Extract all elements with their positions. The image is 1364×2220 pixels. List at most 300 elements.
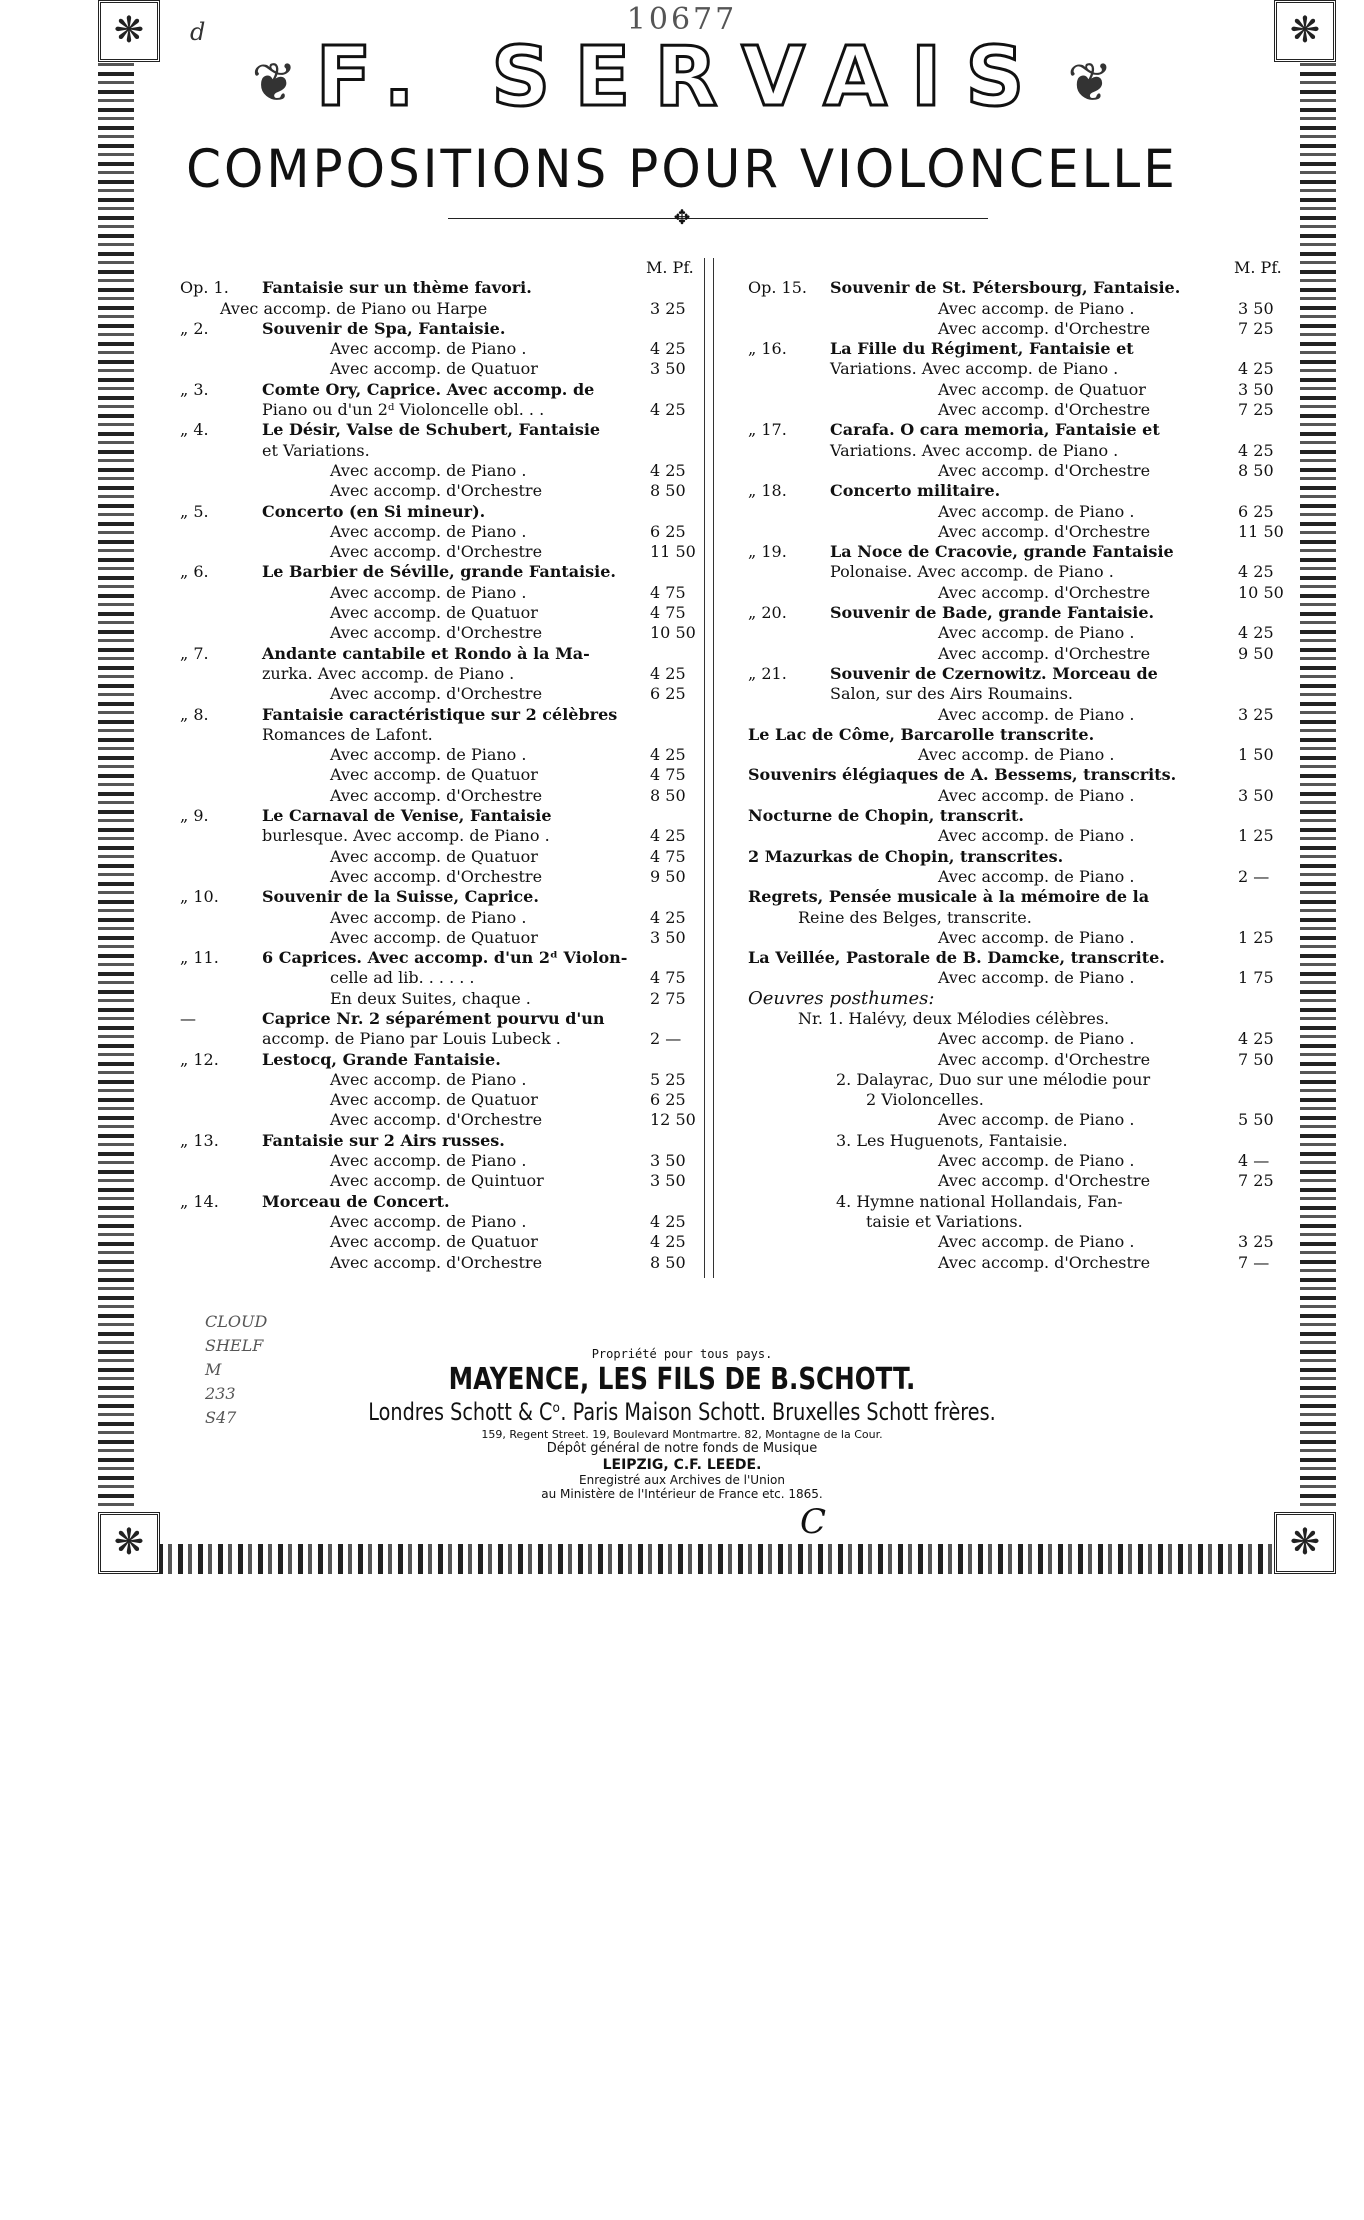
price: 3 25 [1238, 704, 1274, 724]
accompaniment-line: Salon, sur des Airs Roumains. [830, 684, 1074, 704]
work-title: Le Carnaval de Venise, Fantaisie [262, 806, 552, 826]
catalog-entry-line [748, 989, 1288, 1009]
right-border [1300, 0, 1336, 1574]
catalog-entry-line [180, 380, 700, 400]
accompaniment-line: Avec accomp. d'Orchestre [938, 318, 1151, 338]
accompaniment-line: Avec accomp. de Quintuor [330, 1171, 544, 1191]
accompaniment-line: Avec accomp. de Piano . [938, 785, 1135, 805]
catalog-entry-line [748, 1110, 1288, 1130]
work-title: Souvenir de la Suisse, Caprice. [262, 887, 539, 907]
signature: C [800, 1502, 827, 1542]
catalog-entry-line [748, 745, 1288, 765]
catalog-entry-line [180, 522, 700, 542]
price: 4 25 [1238, 440, 1274, 460]
catalog-entry-line [748, 806, 1288, 826]
publisher-cities: Londres Schott & Cᵒ. Paris Maison Schott. Bruxelles Schott frères. [368, 1398, 996, 1426]
catalog-entry-line [748, 441, 1288, 461]
work-title: Souvenir de Bade, grande Fantaisie. [830, 603, 1155, 623]
accompaniment-line: Avec accomp. de Quatuor [330, 1090, 538, 1110]
price: 8 50 [650, 1252, 686, 1272]
accompaniment-line: Avec accomp. de Piano . [918, 745, 1115, 765]
catalog-entry-line [180, 847, 700, 867]
opus-number: „ 18. [748, 481, 787, 501]
accompaniment-line: 4. Hymne national Hollandais, Fan- [836, 1191, 1123, 1211]
accompaniment-line: Variations. Avec accomp. de Piano . [830, 359, 1119, 379]
accompaniment-line: Avec accomp. d'Orchestre [938, 1049, 1151, 1069]
price: 10 50 [650, 623, 696, 643]
catalog-entry-line [748, 786, 1288, 806]
right-catalog-column [748, 258, 1288, 1273]
accompaniment-line: burlesque. Avec accomp. de Piano . [262, 826, 550, 846]
catalog-entry-line [180, 481, 700, 501]
catalog-entry-line [180, 441, 700, 461]
opus-number: „ 10. [180, 887, 219, 907]
opus-number: — [180, 1008, 196, 1028]
catalog-entry-line [748, 319, 1288, 339]
catalog-entry-line [180, 562, 700, 582]
accompaniment-line: Nr. 1. Halévy, deux Mélodies célèbres. [798, 1008, 1110, 1028]
work-title: 6 Caprices. Avec accomp. d'un 2ᵈ Violon- [262, 948, 628, 968]
catalog-entry-line [180, 1212, 700, 1232]
work-title: Souvenir de Spa, Fantaisie. [262, 318, 506, 338]
opus-number: „ 16. [748, 339, 787, 359]
accompaniment-line: Avec accomp. d'Orchestre [938, 1171, 1151, 1191]
left-border [98, 0, 134, 1574]
catalog-entry-line [748, 1090, 1288, 1110]
publisher-addresses: 159, Regent Street. 19, Boulevard Montmartre. 82, Montagne de la Cour. [481, 1428, 883, 1441]
price: 4 25 [650, 745, 686, 765]
work-title: La Fille du Régiment, Fantaisie et [830, 339, 1134, 359]
catalog-entry-line [180, 542, 700, 562]
price: 6 25 [650, 1090, 686, 1110]
work-title: Carafa. O cara memoria, Fantaisie et [830, 420, 1160, 440]
catalog-entry-line [748, 420, 1288, 440]
catalog-entry-line [180, 968, 700, 988]
catalog-entry-line [748, 1232, 1288, 1252]
opus-number: „ 12. [180, 1049, 219, 1069]
catalog-entry-line [748, 826, 1288, 846]
accompaniment-line: Avec accomp. de Piano . [330, 460, 527, 480]
price: 4 25 [1238, 1029, 1274, 1049]
price: 4 75 [650, 603, 686, 623]
price: 4 75 [650, 846, 686, 866]
price: 9 50 [650, 866, 686, 886]
price: 7 — [1238, 1252, 1270, 1272]
work-title: Caprice Nr. 2 séparément pourvu d'un [262, 1008, 605, 1028]
work-title: Le Barbier de Séville, grande Fantaisie. [262, 562, 616, 582]
accompaniment-line: Avec accomp. de Piano . [938, 968, 1135, 988]
price: 5 50 [1238, 1110, 1274, 1130]
accompaniment-line: Avec accomp. de Piano . [938, 1232, 1135, 1252]
work-title: Fantaisie sur 2 Airs russes. [262, 1130, 505, 1150]
divider-ornament-icon: ✥ [673, 205, 691, 229]
accompaniment-line: Avec accomp. de Piano . [330, 907, 527, 927]
price: 3 50 [650, 359, 686, 379]
price: 9 50 [1238, 643, 1274, 663]
price: 2 — [1238, 866, 1270, 886]
catalog-entry-line [180, 420, 700, 440]
catalog-entry-line [180, 826, 700, 846]
work-title: Fantaisie sur un thème favori. [262, 278, 532, 298]
accompaniment-line: 2. Dalayrac, Duo sur une mélodie pour [836, 1069, 1151, 1089]
catalog-entry-line [748, 359, 1288, 379]
accompaniment-line: Variations. Avec accomp. de Piano . [830, 440, 1119, 460]
flourish-icon: ❦ [251, 51, 316, 115]
price: 3 25 [1238, 1232, 1274, 1252]
catalog-entry-line [180, 1171, 700, 1191]
section-heading: Oeuvres posthumes: [748, 987, 935, 1009]
work-title: Comte Ory, Caprice. Avec accomp. de [262, 379, 595, 399]
opus-number: „ 6. [180, 562, 209, 582]
accompaniment-line: Avec accomp. de Piano . [330, 1151, 527, 1171]
catalog-entry-line [180, 1192, 700, 1212]
work-title: La Noce de Cracovie, grande Fantaisie [830, 542, 1174, 562]
catalog-entry-line [180, 1232, 700, 1252]
catalog-entry-line [748, 705, 1288, 725]
opus-number: Op. 15. [748, 278, 807, 298]
work-title: Souvenir de Czernowitz. Morceau de [830, 663, 1158, 683]
accompaniment-line: Avec accomp. d'Orchestre [330, 785, 543, 805]
accompaniment-line: Avec accomp. de Quatuor [330, 1232, 538, 1252]
accompaniment-line: Avec accomp. de Piano . [938, 1029, 1135, 1049]
stamp-line: CLOUD [205, 1312, 268, 1331]
catalog-entry-line [748, 1029, 1288, 1049]
catalog-entry-line [180, 806, 700, 826]
catalog-entry-line [748, 603, 1288, 623]
accompaniment-line: Avec accomp. de Piano . [938, 623, 1135, 643]
catalog-entry-line [180, 603, 700, 623]
work-title: Fantaisie caractéristique sur 2 célèbres [262, 704, 618, 724]
price: 5 25 [650, 1069, 686, 1089]
accompaniment-line: Avec accomp. de Piano . [938, 866, 1135, 886]
price: 4 75 [650, 765, 686, 785]
catalog-entry-line [180, 644, 700, 664]
price: 4 75 [650, 582, 686, 602]
catalog-entry-line [180, 400, 700, 420]
price: 7 50 [1238, 1049, 1274, 1069]
price: 7 25 [1238, 400, 1274, 420]
catalog-entry-line [748, 968, 1288, 988]
accompaniment-line: Avec accomp. d'Orchestre [938, 460, 1151, 480]
accompaniment-line: Avec accomp. de Piano . [938, 1110, 1135, 1130]
catalog-entry-line [180, 786, 700, 806]
accompaniment-line: 2 Violoncelles. [866, 1090, 984, 1110]
accompaniment-line: zurka. Avec accomp. de Piano . [262, 663, 515, 683]
price: 8 50 [1238, 460, 1274, 480]
price: 6 25 [650, 521, 686, 541]
work-title: La Veillée, Pastorale de B. Damcke, transcrite. [748, 948, 1165, 968]
accompaniment-line: Avec accomp. d'Orchestre [330, 623, 543, 643]
publisher-name: MAYENCE, LES FILS DE B.SCHOTT. [448, 1362, 916, 1397]
catalog-entry-line [748, 562, 1288, 582]
accompaniment-line: Avec accomp. de Piano . [330, 1211, 527, 1231]
catalog-entry-line [748, 542, 1288, 562]
price: 3 50 [1238, 379, 1274, 399]
catalog-entry-line [748, 583, 1288, 603]
catalog-entry-line [180, 502, 700, 522]
catalog-entry-line [180, 1029, 700, 1049]
work-title: Regrets, Pensée musicale à la mémoire de la [748, 887, 1150, 907]
accompaniment-line: Reine des Belges, transcrite. [798, 907, 1032, 927]
accompaniment-line: Avec accomp. de Piano . [938, 704, 1135, 724]
price: 3 50 [650, 1151, 686, 1171]
corner-ornament [98, 1512, 160, 1574]
accompaniment-line: Avec accomp. d'Orchestre [938, 643, 1151, 663]
catalog-entry-line [180, 928, 700, 948]
composer-name: F. SERVAIS [315, 30, 1049, 125]
leipzig-agent: LEIPZIG, C.F. LEEDE. [602, 1457, 762, 1473]
work-title: Lestocq, Grande Fantaisie. [262, 1049, 501, 1069]
page-subtitle: COMPOSITIONS POUR VIOLONCELLE [186, 138, 1178, 200]
accompaniment-line: Avec accomp. de Quatuor [330, 359, 538, 379]
price: 7 25 [1238, 1171, 1274, 1191]
catalog-entry-line [748, 1070, 1288, 1090]
catalog-entry-line [748, 765, 1288, 785]
accompaniment-line: Avec accomp. de Piano . [938, 927, 1135, 947]
accompaniment-line: Avec accomp. de Piano . [330, 1069, 527, 1089]
catalog-entry-line [180, 989, 700, 1009]
catalog-entry-line [180, 359, 700, 379]
catalog-entry-line [180, 1110, 700, 1130]
catalog-entry-line [180, 684, 700, 704]
accompaniment-line: Avec accomp. de Piano . [330, 521, 527, 541]
catalog-entry-line [748, 847, 1288, 867]
accompaniment-line: Avec accomp. de Quatuor [330, 846, 538, 866]
work-title: Morceau de Concert. [262, 1191, 450, 1211]
accompaniment-line: Avec accomp. de Quatuor [330, 603, 538, 623]
accompaniment-line: Avec accomp. de Quatuor [330, 927, 538, 947]
catalog-entry-line [748, 887, 1288, 907]
catalog-entry-line [748, 684, 1288, 704]
accompaniment-line: Avec accomp. d'Orchestre [938, 521, 1151, 541]
price: 1 75 [1238, 968, 1274, 988]
opus-number: Op. 1. [180, 278, 229, 298]
price: 4 — [1238, 1151, 1270, 1171]
catalog-entry-line [180, 1050, 700, 1070]
opus-number: „ 14. [180, 1191, 219, 1211]
accompaniment-line: taisie et Variations. [866, 1211, 1023, 1231]
accompaniment-line: Avec accomp. d'Orchestre [330, 481, 543, 501]
accompaniment-line: Avec accomp. d'Orchestre [938, 1252, 1151, 1272]
price: 8 50 [650, 481, 686, 501]
opus-number: „ 3. [180, 379, 209, 399]
price: 4 25 [1238, 562, 1274, 582]
catalog-entry-line [748, 1212, 1288, 1232]
accompaniment-line: Avec accomp. de Piano . [330, 745, 527, 765]
accompaniment-line: Avec accomp. de Piano . [938, 501, 1135, 521]
rights-notice: Propriété pour tous pays. [591, 1347, 773, 1361]
price: 1 25 [1238, 927, 1274, 947]
catalog-entry-line [748, 867, 1288, 887]
accompaniment-line: Avec accomp. d'Orchestre [330, 1252, 543, 1272]
accompaniment-line: Avec accomp. de Piano . [330, 582, 527, 602]
accompaniment-line: Avec accomp. d'Orchestre [938, 582, 1151, 602]
price: 3 50 [650, 927, 686, 947]
flourish-icon: ❦ [1048, 51, 1113, 115]
catalog-number: 10677 [626, 2, 738, 37]
accompaniment-line: Avec accomp. de Piano . [938, 1151, 1135, 1171]
catalog-entry-line [180, 1090, 700, 1110]
work-title: 2 Mazurkas de Chopin, transcrites. [748, 846, 1064, 866]
accompaniment-line: accomp. de Piano par Louis Lubeck . [262, 1029, 561, 1049]
price: 4 25 [650, 400, 686, 420]
accompaniment-line: Avec accomp. d'Orchestre [330, 542, 543, 562]
accompaniment-line: Avec accomp. d'Orchestre [330, 684, 543, 704]
registration-notice: Enregistré aux Archives de l'Union [579, 1473, 785, 1487]
catalog-entry-line [748, 1192, 1288, 1212]
catalog-entry-line [180, 1009, 700, 1029]
price: 1 25 [1238, 826, 1274, 846]
price: 4 25 [650, 663, 686, 683]
catalog-entry-line [748, 664, 1288, 684]
work-title: Concerto militaire. [830, 481, 1001, 501]
opus-number: „ 19. [748, 542, 787, 562]
price: 7 25 [1238, 318, 1274, 338]
stamp-line: S47 [205, 1408, 237, 1427]
catalog-entry-line [748, 481, 1288, 501]
opus-number: „ 17. [748, 420, 787, 440]
opus-number: „ 7. [180, 643, 209, 663]
catalog-entry-line [748, 908, 1288, 928]
price-header: M. Pf. [1234, 258, 1282, 277]
price-header: M. Pf. [646, 258, 694, 277]
accompaniment-line: Avec accomp. de Quatuor [330, 765, 538, 785]
accompaniment-line: Polonaise. Avec accomp. de Piano . [830, 562, 1114, 582]
catalog-entry-line [748, 299, 1288, 319]
catalog-entry-line [748, 644, 1288, 664]
ministry-notice: au Ministère de l'Intérieur de France etc. 1865. [541, 1487, 823, 1501]
opus-number: „ 20. [748, 603, 787, 623]
catalog-entry-line [180, 583, 700, 603]
price: 1 50 [1238, 745, 1274, 765]
catalog-entry-line [180, 664, 700, 684]
accompaniment-line: Avec accomp. de Piano . [938, 298, 1135, 318]
catalog-entry-line [180, 1253, 700, 1273]
opus-number: „ 21. [748, 663, 787, 683]
accompaniment-line: Avec accomp. de Piano . [330, 339, 527, 359]
catalog-entry-line [180, 278, 700, 298]
work-title: Souvenir de St. Pétersbourg, Fantaisie. [830, 278, 1181, 298]
price: 3 50 [650, 1171, 686, 1191]
accompaniment-line: Piano ou d'un 2ᵈ Violoncelle obl. . . [262, 400, 545, 420]
accompaniment-line: Avec accomp. d'Orchestre [938, 400, 1151, 420]
opus-number: „ 5. [180, 501, 209, 521]
catalog-entry-line [748, 278, 1288, 298]
price: 6 25 [650, 684, 686, 704]
price: 8 50 [650, 785, 686, 805]
catalog-entry-line [748, 1171, 1288, 1191]
accompaniment-line: Avec accomp. de Piano ou Harpe [220, 298, 488, 318]
catalog-entry-line [180, 765, 700, 785]
catalog-entry-line [180, 1151, 700, 1171]
catalog-entry-line [180, 1131, 700, 1151]
stamp-line: SHELF [205, 1336, 264, 1355]
catalog-entry-line [748, 1151, 1288, 1171]
catalog-entry-line [180, 339, 700, 359]
bottom-border [98, 1544, 1336, 1574]
catalog-entry-line [180, 887, 700, 907]
catalog-entry-line [180, 908, 700, 928]
work-title: Souvenirs élégiaques de A. Bessems, transcrits. [748, 765, 1177, 785]
price: 10 50 [1238, 582, 1284, 602]
price: 3 25 [650, 298, 686, 318]
column-divider [704, 258, 714, 1278]
price: 4 25 [650, 907, 686, 927]
catalog-entry-line [180, 299, 700, 319]
catalog-entry-line [748, 1131, 1288, 1151]
price: 4 25 [650, 339, 686, 359]
price: 4 25 [1238, 359, 1274, 379]
accompaniment-line: Avec accomp. d'Orchestre [330, 1110, 543, 1130]
opus-number: „ 8. [180, 704, 209, 724]
price: 4 25 [650, 1211, 686, 1231]
catalog-entry-line [748, 380, 1288, 400]
corner-ornament [1274, 1512, 1336, 1574]
catalog-entry-line [748, 522, 1288, 542]
stamp-line: M [205, 1360, 222, 1379]
catalog-entry-line [748, 339, 1288, 359]
catalog-entry-line [748, 400, 1288, 420]
catalog-entry-line [748, 502, 1288, 522]
corner-mark: d [190, 18, 206, 46]
work-title: Le Lac de Côme, Barcarolle transcrite. [748, 724, 1095, 744]
catalog-entry-line [748, 1009, 1288, 1029]
price: 4 25 [650, 1232, 686, 1252]
price: 11 50 [650, 542, 696, 562]
price: 4 75 [650, 968, 686, 988]
catalog-entry-line [748, 928, 1288, 948]
opus-number: „ 13. [180, 1130, 219, 1150]
accompaniment-line: et Variations. [262, 440, 370, 460]
catalog-entry-line [180, 319, 700, 339]
accompaniment-line: Avec accomp. de Quatuor [938, 379, 1146, 399]
catalog-entry-line [180, 745, 700, 765]
work-title: Concerto (en Si mineur). [262, 501, 486, 521]
catalog-entry-line [180, 1070, 700, 1090]
catalog-entry-line [748, 725, 1288, 745]
work-title: Nocturne de Chopin, transcrit. [748, 806, 1024, 826]
work-title: Le Désir, Valse de Schubert, Fantaisie [262, 420, 601, 440]
accompaniment-line: Avec accomp. d'Orchestre [330, 866, 543, 886]
price: 2 75 [650, 988, 686, 1008]
opus-number: „ 2. [180, 318, 209, 338]
price: 11 50 [1238, 521, 1284, 541]
price: 4 25 [1238, 623, 1274, 643]
price: 12 50 [650, 1110, 696, 1130]
catalog-entry-line [748, 461, 1288, 481]
catalog-entry-line [180, 725, 700, 745]
opus-number: „ 11. [180, 948, 219, 968]
price: 3 50 [1238, 298, 1274, 318]
catalog-entry-line [180, 461, 700, 481]
left-catalog-column [180, 258, 700, 1273]
catalog-entry-line [180, 705, 700, 725]
opus-number: „ 9. [180, 806, 209, 826]
accompaniment-line: Avec accomp. de Piano . [938, 826, 1135, 846]
price: 3 50 [1238, 785, 1274, 805]
catalog-entry-line [180, 867, 700, 887]
accompaniment-line: Romances de Lafont. [262, 724, 433, 744]
depot-notice: Dépôt général de notre fonds de Musique [546, 1441, 818, 1456]
accompaniment-line: 3. Les Huguenots, Fantaisie. [836, 1130, 1068, 1150]
catalog-entry-line [748, 1050, 1288, 1070]
price: 4 25 [650, 460, 686, 480]
catalog-entry-line [180, 948, 700, 968]
catalog-entry-line [748, 1253, 1288, 1273]
catalog-entry-line [748, 623, 1288, 643]
price: 2 — [650, 1029, 682, 1049]
accompaniment-line: En deux Suites, chaque . [330, 988, 531, 1008]
